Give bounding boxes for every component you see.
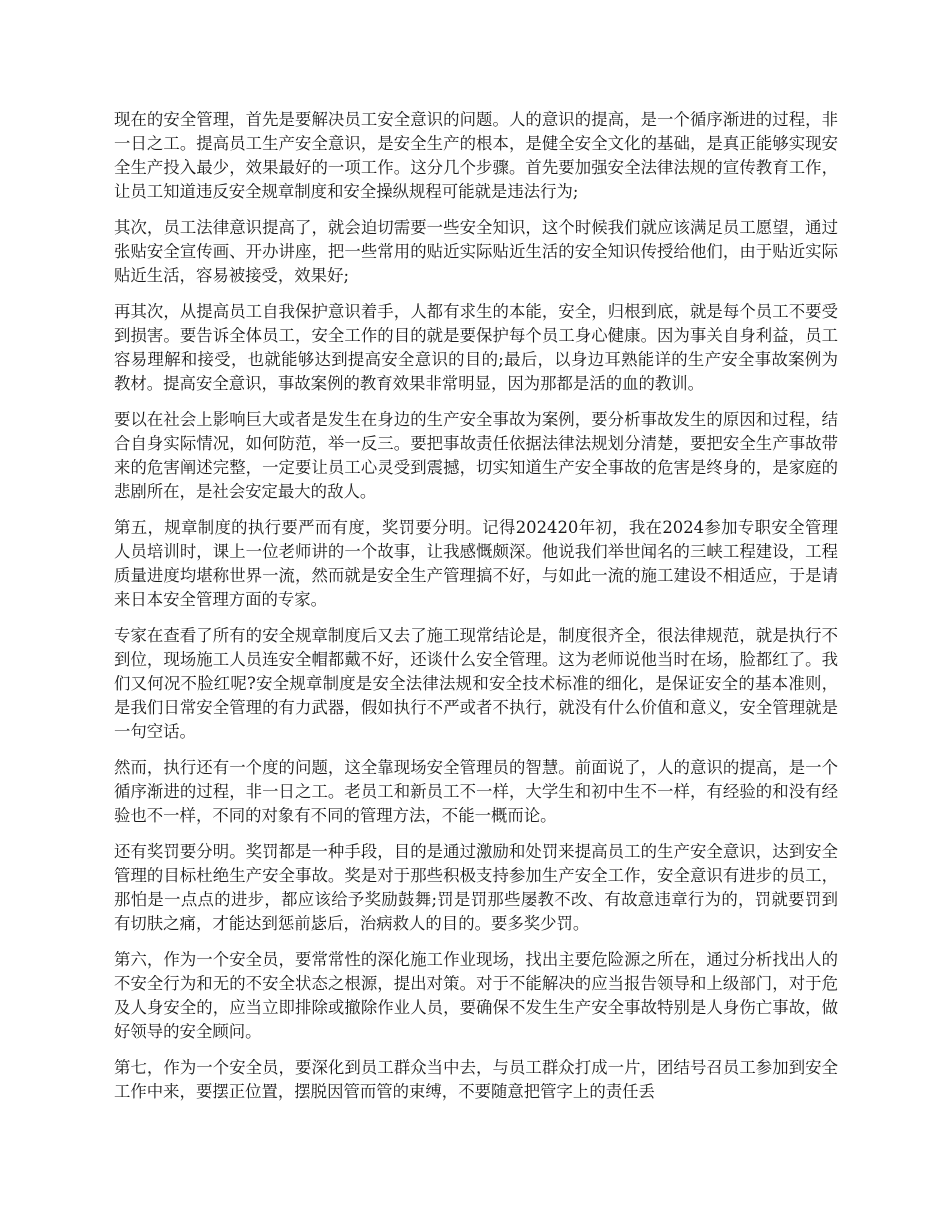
paragraph-10: 第七，作为一个安全员，要深化到员工群众当中去，与员工群众打成一片，团结号召员工参加到安全工作中来，要摆正位置，摆脱因管而管的束缚，不要随意把管字上的责任丢	[114, 1058, 838, 1101]
paragraph-9: 第六，作为一个安全员，要常常性的深化施工作业现场，找出主要危险源之所在，通过分析找出人的不安全行为和无的不安全状态之根源，提出对策。对于不能解决的应当报告领导和上级部门，对于危及人身安全的，应当立即排除或撤除作业人员，要确保不发生生产安全事故特别是人身伤亡事故，做好领导的安全顾问。	[114, 950, 838, 1041]
paragraph-7: 然而，执行还有一个度的问题，这全靠现场安全管理员的智慧。前面说了，人的意识的提高，是一个循序渐进的过程，非一日之工。老员工和新员工不一样，大学生和初中生不一样，有经验的和没有经验也不一样，不同的对象有不同的管理方法，不能一概而论。	[114, 758, 838, 825]
paragraph-6: 专家在查看了所有的安全规章制度后又去了施工现常结论是，制度很齐全，很法律规范，就是执行不到位，现场施工人员连安全帽都戴不好，还谈什么安全管理。这为老师说他当时在场，脸都红了。我们又何况不脸红呢?安全规章制度是安全法律法规和安全技术标准的细化，是保证安全的基本准则，是我们日常安全管理的有力武器，假如执行不严或者不执行，就没有什么价值和意义，安全管理就是一句空话。	[114, 626, 838, 741]
document-body	[114, 108, 838, 1116]
paragraph-1: 现在的安全管理，首先是要解决员工安全意识的问题。人的意识的提高，是一个循序渐进的过程，非一日之工。提高员工生产安全意识，是安全生产的根本，是健全安全文化的基础，是真正能够实现安全生产投入最少，效果最好的一项工作。这分几个步骤。首先要加强安全法律法规的宣传教育工作，让员工知道违反安全规章制度和安全操纵规程可能就是违法行为;	[114, 110, 838, 201]
paragraph-4: 要以在社会上影响巨大或者是发生在身边的生产安全事故为案例，要分析事故发生的原因和过程，结合自身实际情况，如何防范，举一反三。要把事故责任依据法律法规划分清楚，要把安全生产事故带来的危害阐述完整，一定要让员工心灵受到震撼，切实知道生产安全事故的危害是终身的，是家庭的悲剧所在，是社会安定最大的敌人。	[114, 410, 838, 501]
paragraph-3: 再其次，从提高员工自我保护意识着手，人都有求生的本能，安全，归根到底，就是每个员工不要受到损害。要告诉全体员工，安全工作的目的就是要保护每个员工身心健康。因为事关自身利益，员工容易理解和接受，也就能够达到提高安全意识的目的;最后，以身边耳熟能详的生产安全事故案例为教材。提高安全意识，事故案例的教育效果非常明显，因为那都是活的血的教训。	[114, 302, 838, 393]
paragraph-2: 其次，员工法律意识提高了，就会迫切需要一些安全知识，这个时候我们就应该满足员工愿望，通过张贴安全宣传画、开办讲座，把一些常用的贴近实际贴近生活的安全知识传授给他们，由于贴近实际贴近生活，容易被接受，效果好;	[114, 218, 838, 285]
paragraph-8: 还有奖罚要分明。奖罚都是一种手段，目的是通过激励和处罚来提高员工的生产安全意识，达到安全管理的目标杜绝生产安全事故。奖是对于那些积极支持参加生产安全工作，安全意识有进步的员工，那怕是一点点的进步，都应该给予奖励鼓舞;罚是罚那些屡教不改、有故意违章行为的，罚就要罚到有切肤之痛，才能达到惩前毖后，治病救人的目的。要多奖少罚。	[114, 842, 838, 933]
paragraph-5: 第五，规章制度的执行要严而有度，奖罚要分明。记得202420年初，我在2024参加专职安全管理人员培训时，课上一位老师讲的一个故事，让我感慨颇深。他说我们举世闻名的三峡工程建设，工程质量进度均堪称世界一流，然而就是安全生产管理搞不好，与如此一流的施工建设不相适应，于是请来日本安全管理方面的专家。	[114, 518, 838, 609]
